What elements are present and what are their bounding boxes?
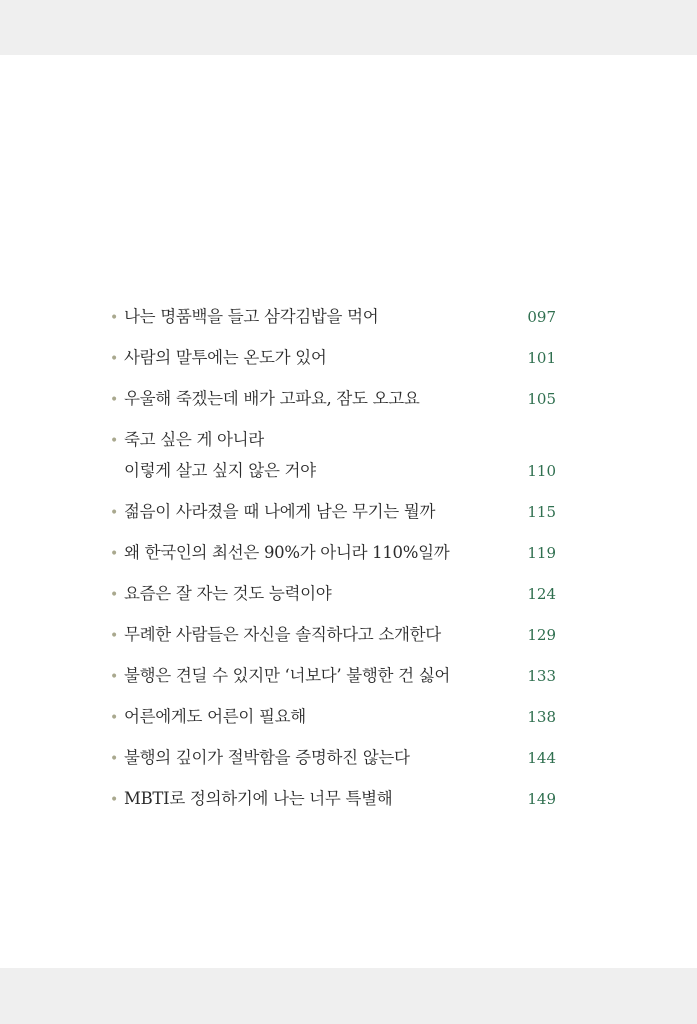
bullet-icon: • [110,628,119,644]
top-scan-band [0,0,697,55]
toc-entry-line [110,788,556,809]
bullet-icon: • [110,792,119,808]
toc-entry-title: 이렇게 살고 싶지 않은 거야 [124,461,316,480]
toc-entry [110,747,556,768]
toc-entry [110,706,556,727]
toc-entry [110,583,556,604]
bullet-icon: • [110,546,119,562]
toc-entry-title: 사람의 말투에는 온도가 있어 [124,348,327,367]
bottom-scan-band [0,968,697,1024]
toc-entry-title: 왜 한국인의 최선은 90%가 아니라 110%일까 [124,543,450,562]
toc-entry-title: 나는 명품백을 들고 삼각김밥을 먹어 [124,307,379,326]
toc-entry-title: 젊음이 사라졌을 때 나에게 남은 무기는 뭘까 [124,502,436,521]
toc-entry [110,665,556,686]
toc-entry-title: 우울해 죽겠는데 배가 고파요, 잠도 오고요 [124,389,420,408]
toc-entry [110,388,556,409]
toc-entry [110,306,556,327]
bullet-icon: • [110,351,119,367]
toc-entry-line [110,665,556,686]
bullet-icon: • [110,433,119,449]
toc-entry [110,501,556,522]
toc-entry-page-number: 110 [527,462,556,480]
toc-entry-line [110,747,556,768]
toc-entry-line [110,624,556,645]
bullet-icon: • [110,751,119,767]
toc-entry-title: 불행은 견딜 수 있지만 ‘너보다’ 불행한 건 싫어 [124,666,451,685]
toc-entry-page-number: 115 [527,503,556,521]
toc-entry-page-number: 133 [527,667,556,685]
toc-entry-title: 어른에게도 어른이 필요해 [124,707,306,726]
toc-entry-title: 무례한 사람들은 자신을 솔직하다고 소개한다 [124,625,441,644]
toc-entry-title: 불행의 깊이가 절박함을 증명하진 않는다 [124,748,410,767]
toc-entry [110,542,556,563]
toc-entry-page-number: 144 [527,749,556,767]
toc-entry-line [110,501,556,522]
toc-entry [110,624,556,645]
toc-entry-page-number: 138 [527,708,556,726]
toc-entry-line [110,347,556,368]
toc-entry-line [110,388,556,409]
toc-entry-line [110,706,556,727]
toc-entry-line [110,583,556,604]
bullet-icon: • [110,669,119,685]
toc-entry [110,788,556,809]
toc-entry-page-number: 097 [527,308,556,326]
bullet-icon: • [110,392,119,408]
bullet-icon: • [110,505,119,521]
toc-entry-line [110,429,556,450]
toc-entry-page-number: 129 [527,626,556,644]
toc-entry-line [110,542,556,563]
bullet-icon: • [110,310,119,326]
toc-entry-line [110,460,556,481]
table-of-contents [110,306,556,829]
toc-entry-page-number: 105 [527,390,556,408]
toc-entry-page-number: 119 [527,544,556,562]
toc-entry-title: MBTI로 정의하기에 나는 너무 특별해 [124,789,393,808]
toc-entry-line [110,306,556,327]
toc-entry-page-number: 149 [527,790,556,808]
toc-entry-title: 요즘은 잘 자는 것도 능력이야 [124,584,332,603]
toc-entry-page-number: 124 [527,585,556,603]
toc-entry [110,347,556,368]
bullet-icon: • [110,587,119,603]
bullet-icon: • [110,710,119,726]
toc-entry [110,429,556,481]
toc-entry-page-number: 101 [527,349,556,367]
toc-entry-title: 죽고 싶은 게 아니라 [124,430,264,449]
